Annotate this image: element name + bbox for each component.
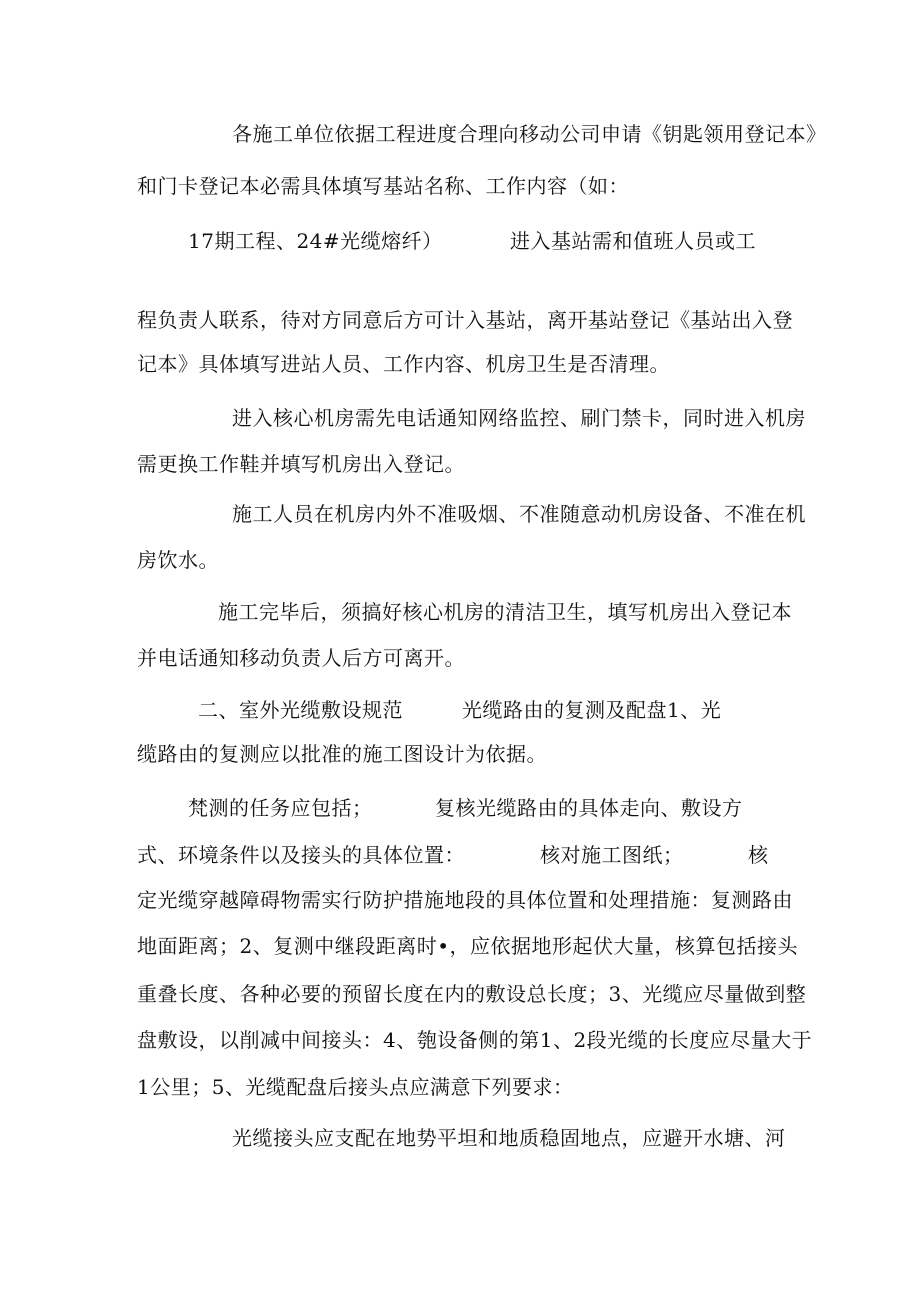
section-heading: 二、室外光缆敷设规范 <box>198 698 403 722</box>
text-line: 需更换工作鞋并填写机房出入登记。 <box>137 452 465 476</box>
text-line-row <box>0 841 920 869</box>
text-line: 光缆接头应支配在地势平坦和地质稳固地点，应避开水塘、河 <box>232 1126 786 1150</box>
text-line: 施工完毕后，须搞好核心机房的清洁卫生，填写机房出入登记本 <box>218 600 792 624</box>
text-line: 房饮水。 <box>137 548 219 572</box>
text-line: 并电话通知移动负责人后方可离开。 <box>137 646 465 670</box>
text-line: 1公里；5、光缆配盘后接头点应满意下列要求： <box>137 1075 574 1099</box>
text-line: 进入核心机房需先电话通知网络监控、刷门禁卡，同时进入机房 <box>232 406 806 430</box>
text-line: 盘敷设，以削减中间接头：4、匏设备侧的第1、2段光缆的长度应尽量大于 <box>137 1028 813 1052</box>
text-line-row <box>0 227 920 255</box>
text-line-row <box>0 794 920 822</box>
text-line: 记本》具体填写进站人员、工作内容、机房卫生是否清理。 <box>137 352 670 376</box>
text-line-row <box>0 696 920 724</box>
text-segment: 复核光缆路由的具体走向、敷设方 <box>435 796 743 820</box>
text-line: 地面距离；2、复测中继段距离时•，应依据地形起伏大量，核算包括接头 <box>137 934 799 958</box>
text-segment: 光缆路由的复测及配盘1、光 <box>462 698 722 722</box>
text-line: 重叠长度、各种必要的预留长度在内的敷设总长度；3、光缆应尽量做到整 <box>137 982 807 1006</box>
text-line: 程负责人联系，待对方同意后方可计入基站，离开基站登记《基站出入登 <box>137 308 793 332</box>
text-line: 施工人员在机房内外不准吸烟、不准随意动机房设备、不准在机 <box>232 502 806 526</box>
text-segment: 进入基站需和值班人员或工 <box>510 229 756 253</box>
text-line: 缆路由的复测应以批准的施工图设计为依据。 <box>137 742 547 766</box>
text-segment: 梵测的任务应包括； <box>188 796 373 820</box>
text-line: 各施工单位依据工程进度合理向移动公司申请《钥匙领用登记本》 <box>232 122 827 146</box>
text-line: 定光缆穿越障碍物需实行防护措施地段的具体位置和处理措施：复测路由 <box>137 888 793 912</box>
text-segment: 式、环境条件以及接头的具体位置： <box>137 843 465 867</box>
text-segment: 核对施工图纸； <box>540 843 684 867</box>
text-line: 和门卡登记本必需具体填写基站名称、工作内容（如： <box>137 174 629 198</box>
text-segment: 17期工程、24#光缆熔纤） <box>188 229 443 253</box>
text-segment: 核 <box>748 843 769 867</box>
